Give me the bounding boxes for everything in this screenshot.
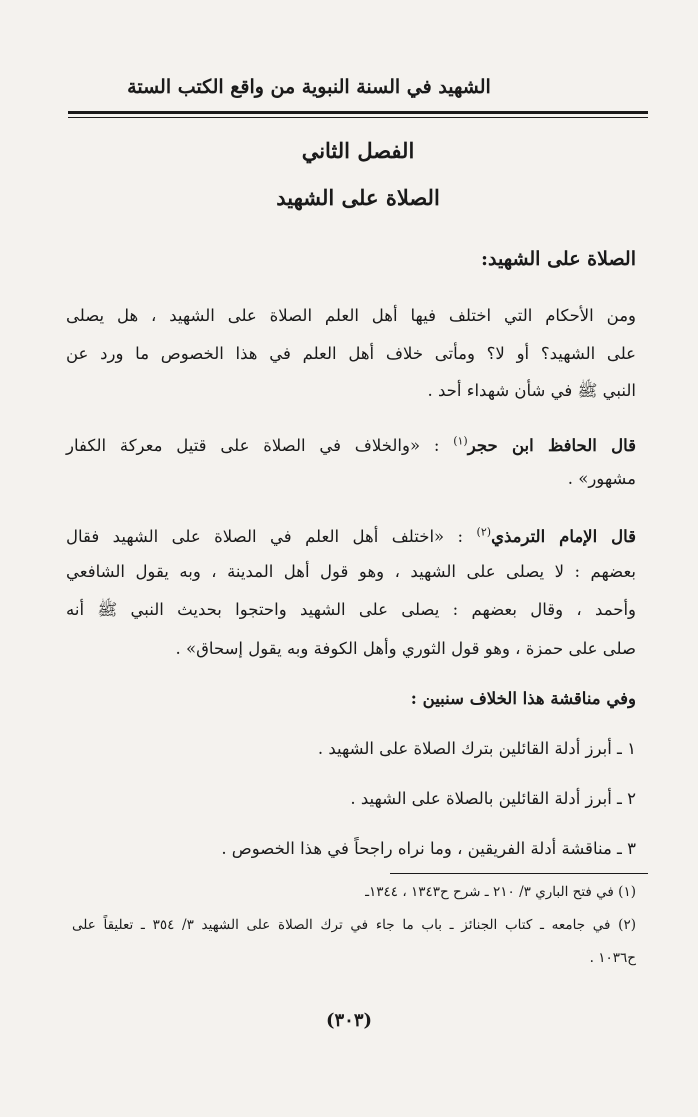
quote-line: بعضهم : لا يصلى على الشهيد ، وهو قول أهل المدينة ، وبه يقول الشافعي [66,562,636,581]
footnote-rule [390,873,648,874]
footnote-ref: (١) [453,434,468,447]
paragraph-line: على الشهيد؟ أو لا؟ ومأتى خلاف أهل العلم في هذا الخصوص ما ورد عن [66,344,636,363]
quote-line [66,425,636,462]
subheading: الصلاة على الشهيد: [480,248,636,270]
paragraph-line: ومن الأحكام التي اختلف فيها أهل العلم الصلاة على الشهيد ، هل يصلى [66,306,636,325]
footnote: (١) في فتح الباري ٣/ ٢١٠ ـ شرح ح١٣٤٣ ، ١٣٤٤ـ [365,884,636,900]
quote-line: صلى على حمزة ، وهو قول الثوري وأهل الكوفة وبه يقول إسحاق» . [175,639,636,658]
footnote: ح١٠٣٦ . [589,950,636,966]
header-rule-thick [68,111,648,114]
footnote-ref: (٢) [476,525,492,538]
paragraph-line: النبي ﷺ في شأن شهداء أحد . [427,381,636,400]
chapter-title: الفصل الثاني [301,138,415,163]
list-item: ٣ ـ مناقشة أدلة الفريقين ، وما نراه راجحاً في هذا الخصوص . [221,839,636,858]
footnote: (٢) في جامعه ـ كتاب الجنائز ـ باب ما جاء في ترك الصلاة على الشهيد ٣/ ٣٥٤ ـ تعليقاً على [72,917,636,933]
quote-speaker: قال الإمام الترمذي [491,526,637,546]
list-item: ٢ ـ أبرز أدلة القائلين بالصلاة على الشهيد . [350,789,636,808]
page-number: (٣٠٣) [325,1010,373,1031]
running-head: الشهيد في السنة النبوية من واقع الكتب الستة [127,76,491,98]
list-intro: وفي مناقشة هذا الخلاف سنبين : [410,689,636,708]
list-item: ١ ـ أبرز أدلة القائلين بترك الصلاة على الشهيد . [317,739,636,758]
header-rule-thin [68,117,648,118]
quote-line: وأحمد ، وقال بعضهم : يصلى على الشهيد واحتجوا بحديث النبي ﷺ أنه [66,600,636,619]
quote-speaker: قال الحافظ ابن حجر [467,435,636,455]
quote-line: مشهور» . [567,469,636,488]
section-title: الصلاة على الشهيد [276,185,440,210]
quote-text: : «اختلف أهل العلم في الصلاة على الشهيد فقال [66,526,464,546]
quote-text: : «والخلاف في الصلاة على قتيل معركة الكفار [66,435,440,455]
quote-line [66,516,636,553]
